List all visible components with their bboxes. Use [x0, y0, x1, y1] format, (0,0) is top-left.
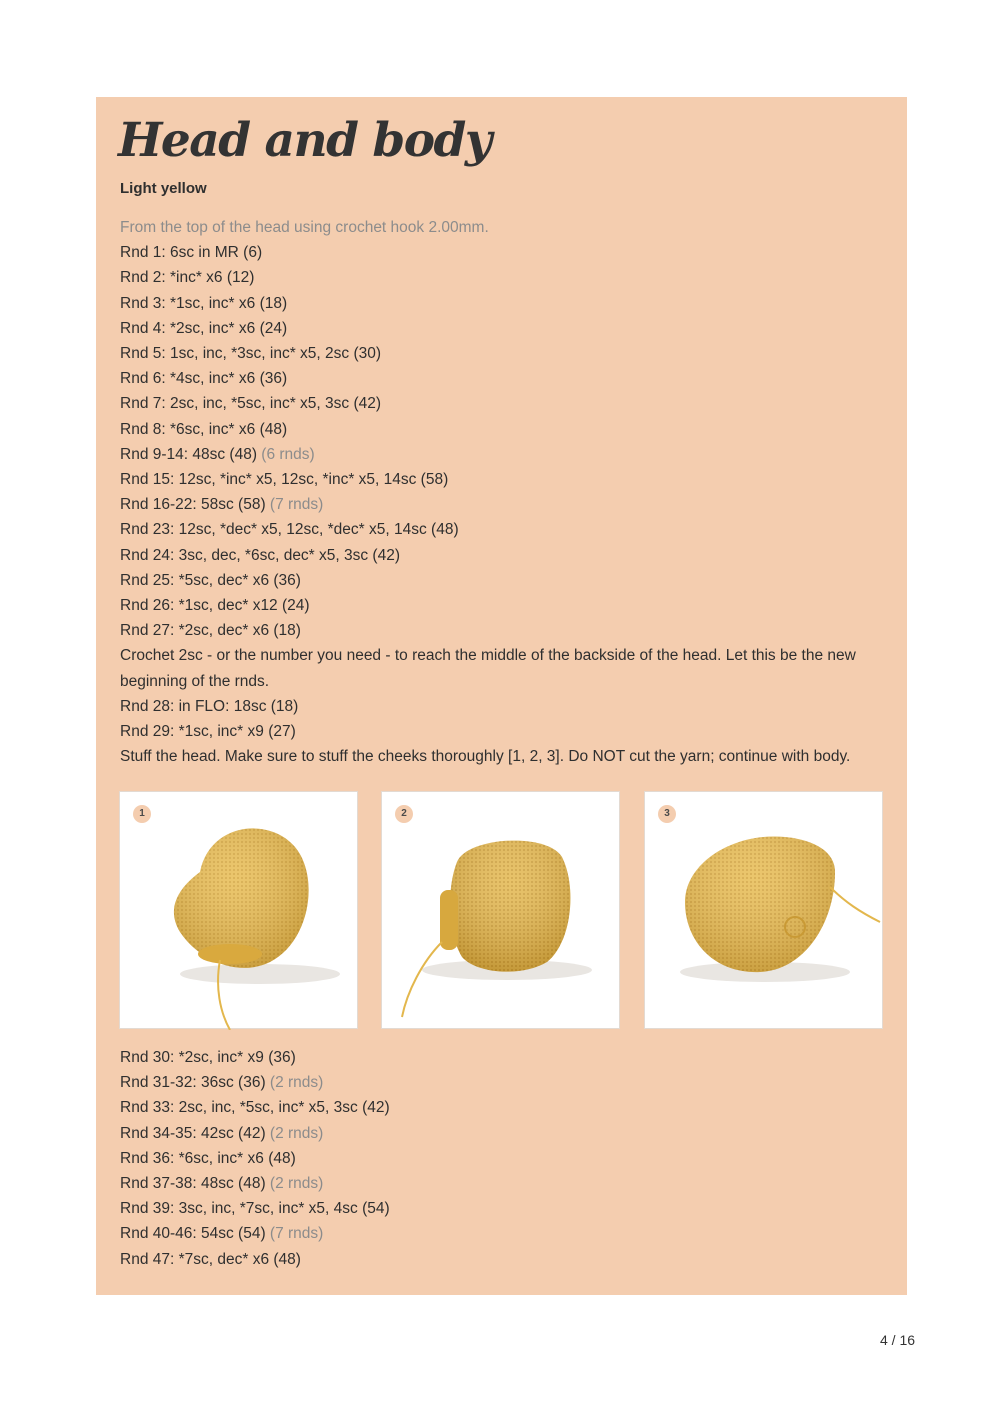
instruction-line [120, 543, 890, 568]
instruction-text: Rnd 1: 6sc in MR (6) [120, 244, 263, 262]
instruction-line [120, 467, 890, 492]
round-count-note: (7 rnds) [269, 496, 324, 514]
instruction-text: Rnd 7: 2sc, inc, *5sc, inc* x5, 3sc (42) [120, 395, 382, 413]
instruction-text: Rnd 29: *1sc, inc* x9 (27) [120, 723, 296, 741]
round-count-note: (2 rnds) [269, 1074, 324, 1092]
instruction-line [120, 694, 890, 719]
instruction-line [120, 291, 890, 316]
instruction-text: Rnd 39: 3sc, inc, *7sc, inc* x5, 4sc (54) [120, 1200, 390, 1218]
instruction-text: Rnd 36: *6sc, inc* x6 (48) [120, 1149, 296, 1167]
round-count-note: (7 rnds) [269, 1225, 324, 1243]
section-title: Head and body [118, 113, 491, 168]
instruction-text: Rnd 31-32: 36sc (36) [120, 1074, 270, 1092]
instruction-text: Rnd 2: *inc* x6 (12) [120, 269, 255, 287]
instruction-text: Rnd 37-38: 48sc (48) [120, 1175, 270, 1193]
instructions-top [120, 215, 890, 769]
round-count-note: (2 rnds) [269, 1124, 324, 1142]
instruction-line [120, 643, 890, 693]
instruction-text: Rnd 4: *2sc, inc* x6 (24) [120, 319, 288, 337]
instruction-line [120, 744, 890, 769]
instruction-line [120, 1146, 890, 1171]
round-count-note: (2 rnds) [269, 1175, 324, 1193]
instruction-line [120, 1171, 890, 1196]
photo-number-badge: 1 [133, 805, 151, 823]
instruction-line [120, 568, 890, 593]
instruction-line [120, 366, 890, 391]
instruction-text: Rnd 40-46: 54sc (54) [120, 1225, 270, 1243]
instruction-text: Rnd 47: *7sc, dec* x6 (48) [120, 1250, 301, 1268]
instruction-text: Rnd 15: 12sc, *inc* x5, 12sc, *inc* x5, 14sc (58) [120, 471, 449, 489]
instruction-line [120, 417, 890, 442]
instruction-text: Crochet 2sc - or the number you need - to reach the middle of the backside of the head. Let this be the new beginning of the rnds. [120, 647, 856, 690]
instruction-text: From the top of the head using crochet hook 2.00mm. [120, 219, 489, 236]
instruction-text: Rnd 27: *2sc, dec* x6 (18) [120, 622, 301, 640]
photo-number-badge: 2 [395, 805, 413, 823]
instruction-text: Rnd 30: *2sc, inc* x9 (36) [120, 1049, 296, 1066]
instruction-text: Stuff the head. Make sure to stuff the cheeks thoroughly [1, 2, 3]. Do NOT cut the yarn; continue with body. [120, 748, 851, 766]
instruction-line [120, 265, 890, 290]
instruction-line [120, 240, 890, 265]
yarn-color-label: Light yellow [120, 180, 207, 197]
instruction-text: Rnd 16-22: 58sc (58) [120, 496, 270, 514]
instruction-line [120, 215, 890, 240]
instruction-text: Rnd 3: *1sc, inc* x6 (18) [120, 294, 288, 312]
crochet-head-photo-icon [382, 792, 621, 1030]
photo-3 [644, 791, 883, 1029]
instruction-text: Rnd 34-35: 42sc (42) [120, 1124, 270, 1142]
instruction-text: Rnd 33: 2sc, inc, *5sc, inc* x5, 3sc (42) [120, 1099, 390, 1117]
crochet-head-photo-icon [120, 792, 359, 1030]
instruction-text: Rnd 28: in FLO: 18sc (18) [120, 697, 299, 715]
instruction-line [120, 391, 890, 416]
instruction-text: Rnd 8: *6sc, inc* x6 (48) [120, 420, 288, 438]
instruction-line [120, 341, 890, 366]
instruction-text: Rnd 9-14: 48sc (48) [120, 445, 262, 463]
instruction-line [120, 492, 890, 517]
instruction-line [120, 442, 890, 467]
instruction-text: Rnd 6: *4sc, inc* x6 (36) [120, 370, 288, 388]
instruction-line [120, 517, 890, 542]
instruction-text: Rnd 24: 3sc, dec, *6sc, dec* x5, 3sc (42) [120, 546, 400, 564]
photo-1 [119, 791, 358, 1029]
photo-2 [381, 791, 620, 1029]
instruction-line [120, 618, 890, 643]
instruction-text: Rnd 23: 12sc, *dec* x5, 12sc, *dec* x5, 14sc (48) [120, 521, 459, 539]
instruction-text: Rnd 25: *5sc, dec* x6 (36) [120, 571, 301, 589]
instruction-line [120, 1070, 890, 1095]
page-number: 4 / 16 [880, 1332, 916, 1348]
instructions-bottom [120, 1045, 890, 1272]
photo-row [119, 791, 885, 1029]
instruction-line [120, 593, 890, 618]
instruction-line [120, 1196, 890, 1221]
section-panel [96, 97, 907, 1295]
photo-number-badge: 3 [658, 805, 676, 823]
instruction-line [120, 1045, 890, 1070]
instruction-line [120, 1121, 890, 1146]
instruction-line [120, 316, 890, 341]
instruction-line [120, 1095, 890, 1120]
instruction-text: Rnd 5: 1sc, inc, *3sc, inc* x5, 2sc (30) [120, 345, 382, 363]
instruction-line [120, 1221, 890, 1246]
instruction-text: Rnd 26: *1sc, dec* x12 (24) [120, 597, 310, 615]
instruction-line [120, 1247, 890, 1272]
round-count-note: (6 rnds) [261, 445, 315, 463]
instruction-line [120, 719, 890, 744]
crochet-head-photo-icon [645, 792, 884, 1030]
